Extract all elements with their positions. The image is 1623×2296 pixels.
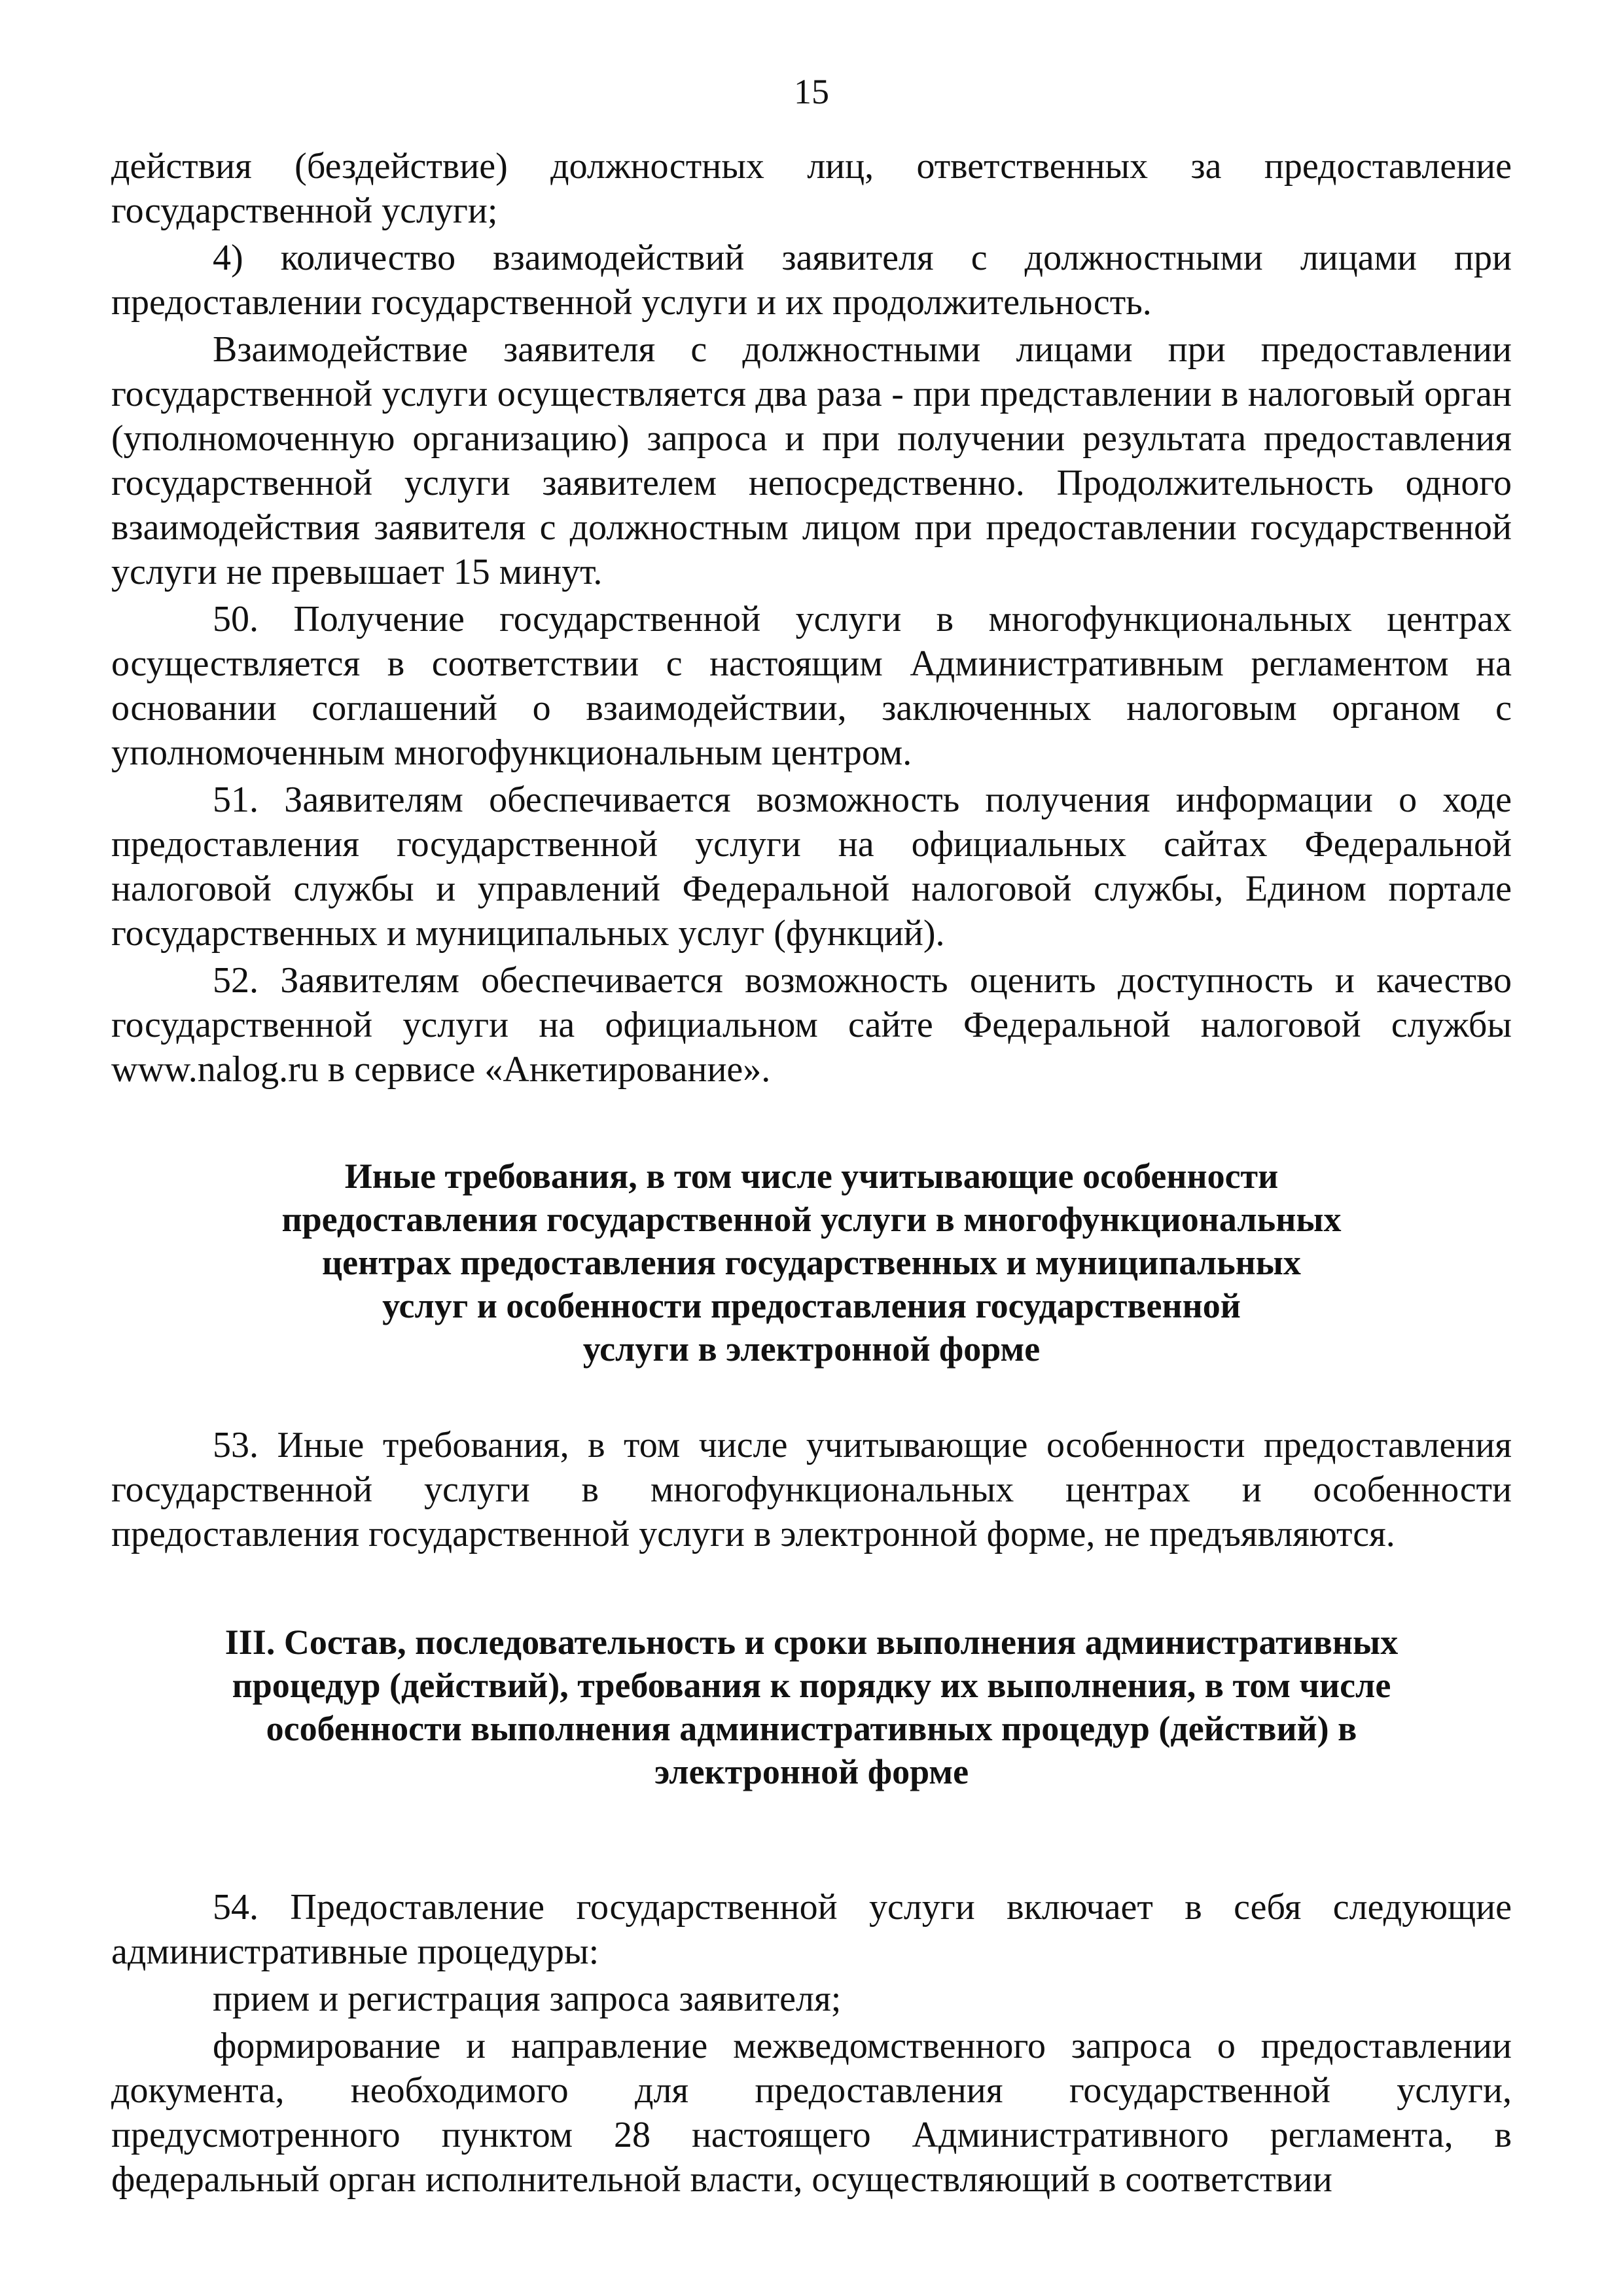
paragraph-54-item-2: формирование и направление межведомственного запроса о предоставлении документа, необходимого для предоставления государственной услуги, предусмотренного пунктом 28 настоящего Административного регламента, в федеральный орган исполнительной власти, осуществляющий в соответствии (111, 2026, 1512, 2200)
paragraph-item-4: 4) количество взаимодействий заявителя с должностными лицами при предоставлении государственной услуги и их продолжительность. (111, 238, 1512, 323)
heading-line: центрах предоставления государственных и муниципальных (322, 1243, 1301, 1282)
heading-line: услуг и особенности предоставления государственной (382, 1286, 1241, 1325)
heading-line: услуги в электронной форме (582, 1329, 1041, 1369)
section-heading-iii (111, 1621, 1512, 1793)
paragraph-54: 54. Предоставление государственной услуги включает в себя следующие административные процедуры: (111, 1887, 1512, 1972)
paragraph-interaction: Взаимодействие заявителя с должностными лицами при предоставлении государственной услуги осуществляется два раза - при представлении в налоговый орган (уполномоченную организацию) запроса и при получении результата предоставления государственной услуги заявителем непосредственно. Продолжительность одного взаимодействия заявителя с должностным лицом при предоставлении государственной услуги не превышает 15 минут. (111, 329, 1512, 592)
heading-line: процедур (действий), требования к порядку их выполнения, в том числе (232, 1666, 1391, 1705)
document-page (111, 72, 1512, 2202)
heading-line: предоставления государственной услуги в многофункциональных (281, 1200, 1342, 1239)
page-number: 15 (794, 72, 829, 111)
paragraph-52: 52. Заявителям обеспечивается возможность оценить доступность и качество государственной услуги на официальном сайте Федеральной налоговой службы www.nalog.ru в сервисе «Анкетирование». (111, 960, 1512, 1090)
section-heading-other-requirements (111, 1155, 1512, 1371)
paragraph-53: 53. Иные требования, в том числе учитывающие особенности предоставления государственной услуги в многофункциональных центрах и особенности предоставления государственной услуги в электронной форме, не предъявляются. (111, 1425, 1512, 1554)
paragraph-continuation: действия (бездействие) должностных лиц, ответственных за предоставление государственной услуги; (111, 146, 1512, 231)
paragraph-54-item-1: прием и регистрация запроса заявителя; (213, 1979, 842, 2019)
heading-line: особенности выполнения административных процедур (действий) в (266, 1709, 1357, 1748)
heading-line: электронной форме (654, 1752, 969, 1791)
heading-line: III. Состав, последовательность и сроки выполнения административных (224, 1623, 1399, 1662)
paragraph-50: 50. Получение государственной услуги в многофункциональных центрах осуществляется в соответствии с настоящим Административным регламентом на основании соглашений о взаимодействии, заключенных налоговым органом с уполномоченным многофункциональным центром. (111, 599, 1512, 773)
heading-line: Иные требования, в том числе учитывающие особенности (344, 1157, 1279, 1196)
paragraph-51: 51. Заявителям обеспечивается возможность получения информации о ходе предоставления государственной услуги на официальных сайтах Федеральной налоговой службы и управлений Федеральной налоговой службы, Едином портале государственных и муниципальных услуг (функций). (111, 780, 1512, 954)
